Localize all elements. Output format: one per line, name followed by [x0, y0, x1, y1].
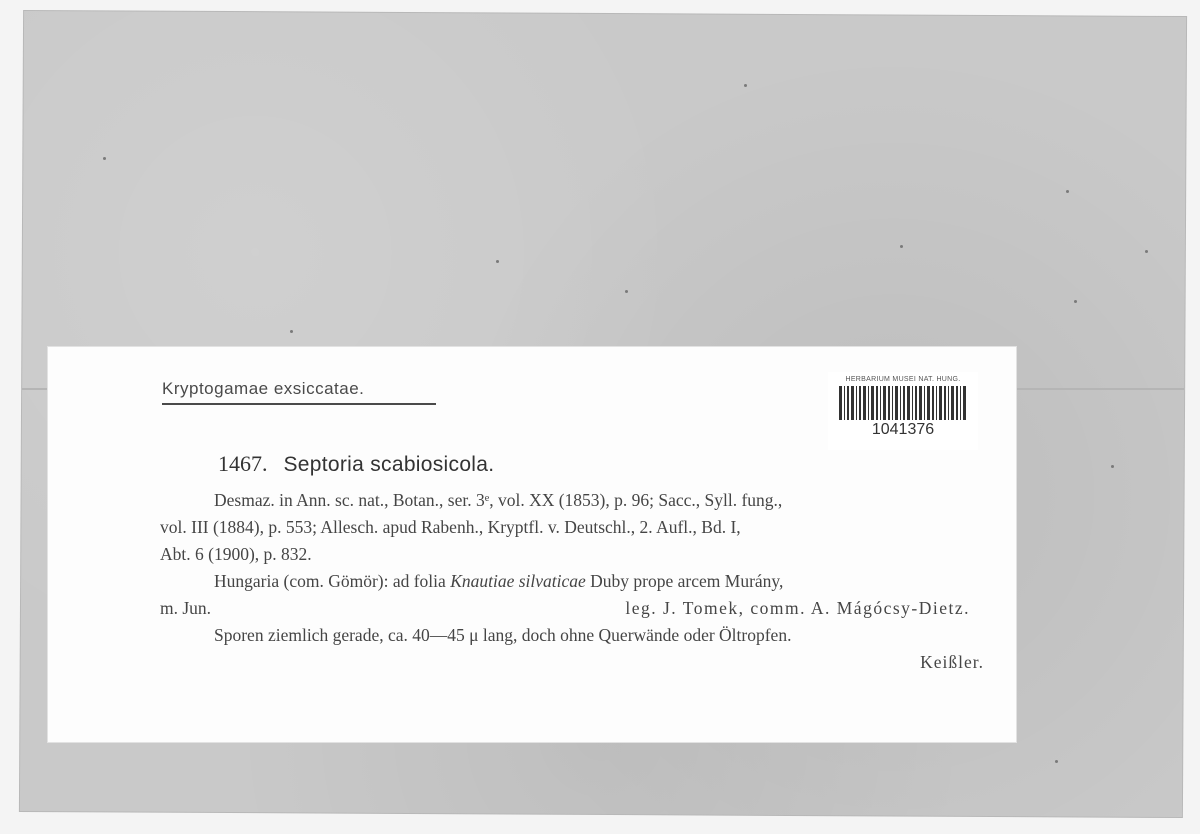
- collector: leg. J. Tomek, comm. A. Mágócsy-Dietz.: [625, 598, 970, 618]
- barcode-institution: HERBARIUM MUSEI NAT. HUNG.: [845, 376, 961, 383]
- locality-suffix: Duby prope arcem Murány,: [590, 571, 784, 591]
- determiner: Keißler.: [920, 652, 984, 672]
- reference-line-2: vol. III (1884), p. 553; Allesch. apud Rabenh., Kryptfl. v. Deutschl., 2. Aufl., Bd. I,: [160, 517, 741, 537]
- locality-line: [160, 568, 990, 595]
- label-heading: [218, 451, 494, 477]
- spore-note: Sporen ziemlich gerade, ca. 40—45 μ lang, doch ohne Querwände oder Öltropfen.: [214, 625, 792, 645]
- barcode-number: 1041376: [871, 421, 935, 438]
- collection-date: m. Jun.: [160, 598, 212, 618]
- label-body: [160, 487, 990, 676]
- locality-prefix: Hungaria (com. Gömör): ad folia: [214, 571, 446, 591]
- speck: [290, 330, 293, 333]
- speck: [1145, 250, 1148, 253]
- speck: [744, 84, 747, 87]
- speck: [1055, 760, 1058, 763]
- reference-line-3: Abt. 6 (1900), p. 832.: [160, 544, 312, 564]
- reference-line-1: Desmaz. in Ann. sc. nat., Botan., ser. 3ᵉ, vol. XX (1853), p. 96; Sacc., Syll. fung.,: [214, 490, 783, 510]
- speck: [900, 245, 903, 248]
- speck: [1066, 190, 1069, 193]
- series-title: Kryptogamae exsiccatae.: [162, 379, 436, 405]
- speck: [1074, 300, 1077, 303]
- barcode-sticker: [828, 372, 978, 450]
- collection-line: [160, 595, 990, 622]
- speck: [103, 157, 106, 160]
- speck: [1111, 465, 1114, 468]
- host-name: Knautiae silvaticae: [450, 571, 586, 591]
- speck: [496, 260, 499, 263]
- exsiccata-number: 1467.: [218, 451, 268, 476]
- specimen-label: [48, 347, 1016, 742]
- speck: [625, 290, 628, 293]
- taxon-name: Septoria scabiosicola.: [283, 453, 495, 476]
- barcode-icon: [839, 386, 967, 420]
